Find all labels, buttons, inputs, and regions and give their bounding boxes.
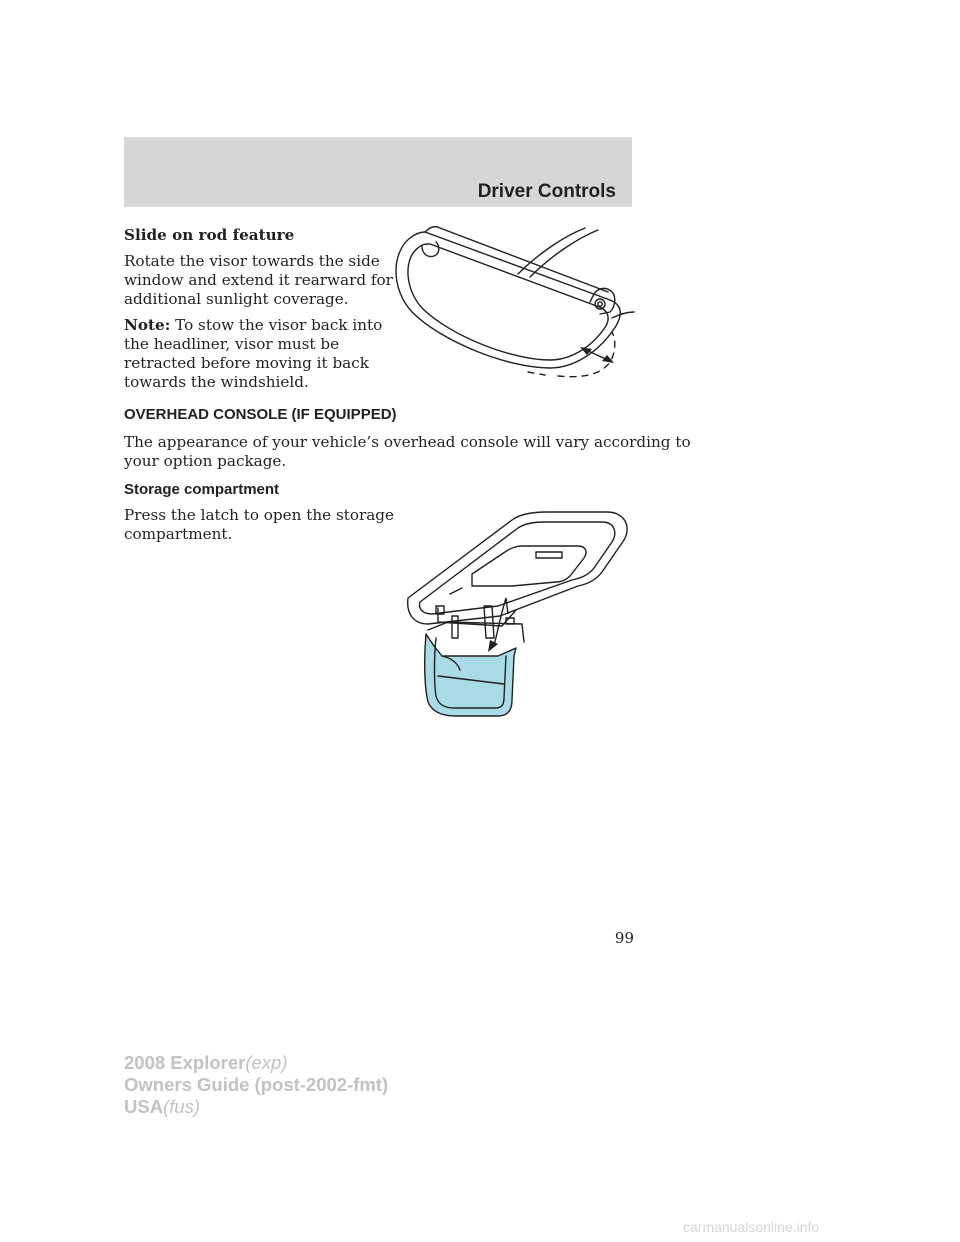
- note-line-1: [124, 316, 382, 335]
- footer-market: USA: [124, 1096, 164, 1117]
- note-line-2: the headliner, visor must be: [124, 335, 340, 353]
- storage-body-line-1: Press the latch to open the storage: [124, 506, 395, 524]
- footer-model-code: (exp): [245, 1052, 288, 1073]
- section-title: Driver Controls: [477, 181, 616, 202]
- overhead-console-illustration: [402, 506, 636, 720]
- slide-body-line-1: Rotate the visor towards the side: [124, 252, 380, 270]
- console-body-line-1: The appearance of your vehicle’s overhead console will vary according to: [124, 433, 691, 451]
- sun-visor-illustration: [380, 222, 636, 388]
- slide-heading: Slide on rod feature: [124, 226, 295, 244]
- section-header-band: [124, 137, 632, 207]
- note-line-4: towards the windshield.: [124, 373, 309, 391]
- page-number: 99: [614, 929, 634, 947]
- storage-body-line-2: compartment.: [124, 525, 233, 543]
- storage-heading: Storage compartment: [124, 481, 280, 498]
- console-heading: OVERHEAD CONSOLE (IF EQUIPPED): [124, 406, 397, 423]
- document-footer: [124, 1052, 388, 1118]
- note-line-3: retracted before moving it back: [124, 354, 369, 372]
- footer-line-1: [124, 1052, 388, 1074]
- footer-line-2: Owners Guide (post-2002-fmt): [124, 1074, 389, 1095]
- slide-body-line-3: additional sunlight coverage.: [124, 290, 349, 308]
- note-label: Note:: [124, 316, 171, 334]
- footer-market-code: (fus): [163, 1096, 201, 1117]
- note-text-1: To stow the visor back into: [175, 316, 383, 334]
- console-body-line-2: your option package.: [124, 452, 287, 470]
- watermark: carmanualsonline.info: [683, 1219, 820, 1235]
- footer-line-3: [124, 1096, 388, 1118]
- footer-model: 2008 Explorer: [124, 1052, 246, 1073]
- slide-body-line-2: window and extend it rearward for: [124, 271, 393, 289]
